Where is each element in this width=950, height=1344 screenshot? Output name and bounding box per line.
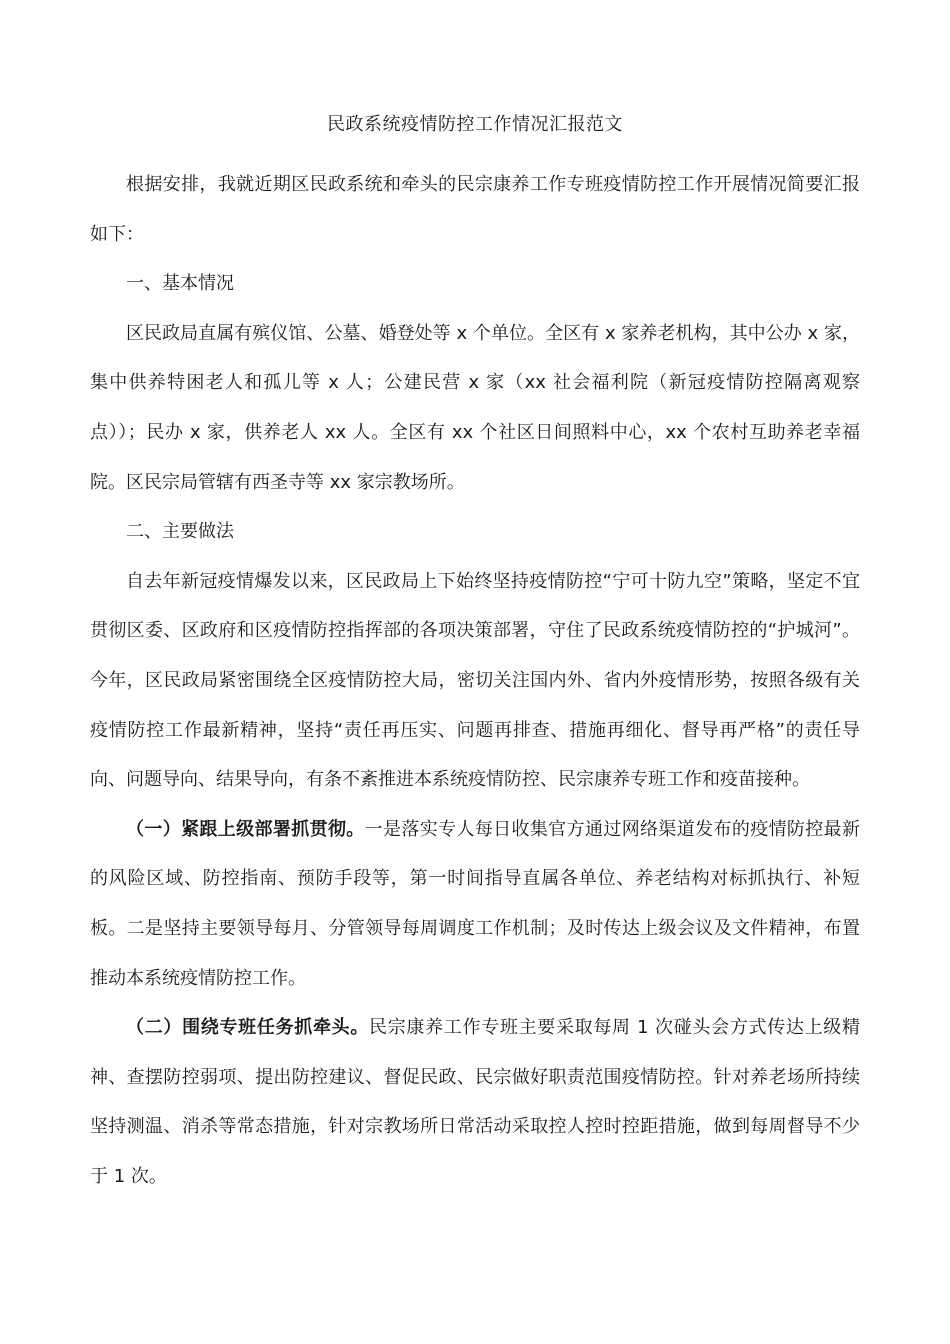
section-heading-measures: 二、主要做法	[126, 521, 234, 543]
item-2-body: 民宗康养工作专班主要采取每周 1 次碰头会方式传达上级精神、查摆防控弱项、提出防控建议、督促民政、民宗做好职责范围疫情防控。针对养老场所持续坚持测温、消杀等常态措施，针对宗教场所日常活动采取控人控时控距措施，做到每周督导不少于 1 次。	[90, 1017, 860, 1187]
item-1-lead: （一）紧跟上级部署抓贯彻。	[126, 818, 365, 840]
section-basic-paragraph: 区民政局直属有殡仪馆、公墓、婚登处等 x 个单位。全区有 x 家养老机构，其中公办 x 家，集中供养特困老人和孤儿等 x 人；公建民营 x 家（xx 社会福利院（新冠疫情防控隔离观察点））；民办 x 家，供养老人 xx 人。全区有 xx 个社区日间照料中心，xx 个农村互助养老幸福院。区民宗局管辖有西圣寺等 xx 家宗教场所。	[90, 322, 860, 493]
section-measures-paragraph: 自去年新冠疫情爆发以来，区民政局上下始终坚持疫情防控“宁可十防九空”策略，坚定不宜贯彻区委、区政府和区疫情防控指挥部的各项决策部署，守住了民政系统疫情防控的“护城河”。今年，区民政局紧密围绕全区疫情防控大局，密切关注国内外、省内外疫情形势，按照各级有关疫情防控工作最新精神，坚持“责任再压实、问题再排查、措施再细化、督导再严格”的责任导向、问题导向、结果导向，有条不紊推进本系统疫情防控、民宗康养专班工作和疫苗接种。	[90, 570, 860, 791]
document-title: 民政系统疫情防控工作情况汇报范文	[327, 114, 623, 135]
document-body	[90, 160, 860, 1201]
item-1-body: 一是落实专人每日收集官方通过网络渠道发布的疫情防控最新的风险区域、防控指南、预防手段等，第一时间指导直属各单位、养老结构对标抓执行、补短板。二是坚持主要领导每月、分管领导每周调度工作机制；及时传达上级会议及文件精神，布置推动本系统疫情防控工作。	[90, 818, 861, 989]
intro-paragraph: 根据安排，我就近期区民政系统和牵头的民宗康养工作专班疫情防控工作开展情况简要汇报如下：	[90, 174, 860, 245]
section-heading-basic: 一、基本情况	[126, 273, 234, 295]
item-1-paragraph	[90, 805, 860, 1003]
item-2-paragraph	[90, 1003, 860, 1201]
item-2-lead: （二）围绕专班任务抓牵头。	[126, 1017, 370, 1039]
